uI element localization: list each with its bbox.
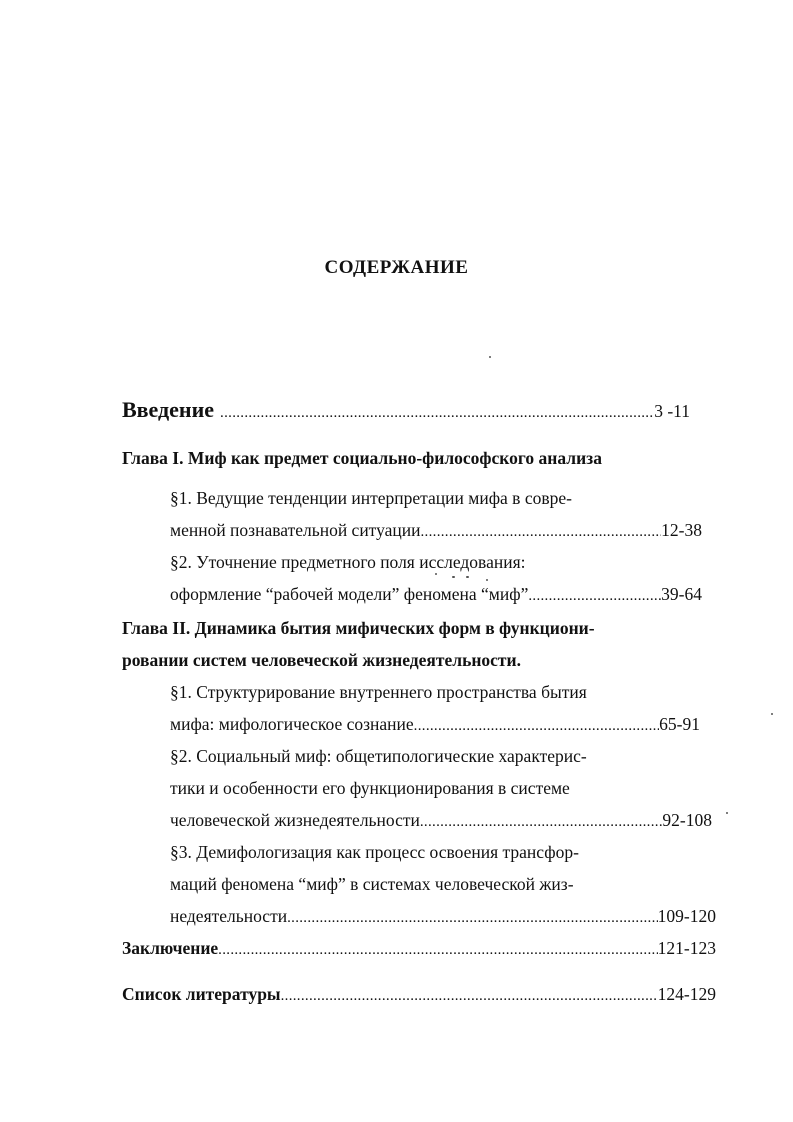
toc-entry-label: Введение [122, 397, 215, 422]
leader-dots [218, 939, 658, 961]
toc-entry-1-2-line1: §2. Уточнение предметного поля исследования: [170, 552, 526, 572]
toc-entry-2-2-line1: §2. Социальный миф: общетипологические характерис- [170, 746, 587, 766]
scan-speck [489, 356, 491, 358]
leader-dots [420, 811, 663, 833]
toc-entry-2-2 [170, 809, 712, 833]
toc-page-number: 124-129 [657, 984, 716, 1004]
toc-entry-label: менной познавательной ситуации [170, 520, 421, 540]
toc-entry-intro [122, 397, 690, 423]
leader-dots [528, 585, 661, 607]
toc-entry-label: мифа: мифологическое сознание [170, 714, 414, 734]
toc-entry-2-3-line1: §3. Демифологизация как процесс освоения трансфор- [170, 842, 579, 862]
toc-entry-label: человеческой жизнедеятельности [170, 810, 420, 830]
toc-entry-2-1 [170, 713, 700, 737]
chapter-2-heading-line2: ровании систем человеческой жизнедеятельности. [122, 650, 521, 670]
scan-speck [771, 713, 773, 715]
toc-entry-2-3-line2: маций феномена “миф” в системах человеческой жиз- [170, 874, 574, 894]
toc-entry-label: оформление “рабочей модели” феномена “миф” [170, 584, 529, 604]
leader-dots [220, 405, 654, 422]
toc-page-number: 92-108 [662, 810, 712, 830]
toc-entry-bibliography [122, 983, 716, 1007]
page-title: СОДЕРЖАНИЕ [324, 257, 469, 278]
toc-page-number: 109-120 [657, 906, 716, 926]
toc-entry-1-1-line1: §1. Ведущие тенденции интерпретации мифа в совре- [170, 488, 572, 508]
leader-dots [287, 907, 658, 929]
toc-entry-label: недеятельности [170, 906, 288, 926]
toc-page-number: 12-38 [661, 520, 702, 540]
scan-speck [435, 573, 437, 575]
chapter-1-heading: Глава I. Миф как предмет социально-философского анализа [122, 448, 602, 468]
toc-page-number: 39-64 [661, 584, 702, 604]
toc-page-number: 65-91 [659, 714, 700, 734]
toc-entry-2-2-line2: тики и особенности его функционирования в системе [170, 778, 570, 798]
toc-entry-1-2 [170, 583, 702, 607]
toc-entry-conclusion [122, 937, 716, 961]
toc-page-number: 121-123 [657, 938, 716, 958]
toc-entry-label: Заключение [122, 938, 219, 958]
leader-dots [421, 521, 662, 543]
scan-speck [466, 576, 469, 578]
leader-dots [281, 985, 658, 1007]
toc-entry-2-1-line1: §1. Структурирование внутреннего пространства бытия [170, 682, 587, 702]
chapter-2-heading-line1: Глава II. Динамика бытия мифических форм в функциони- [122, 618, 595, 638]
toc-entry-label: Список литературы [122, 984, 281, 1004]
toc-page-number: 3 -11 [654, 401, 690, 421]
scan-speck [726, 812, 728, 814]
scan-speck [452, 576, 455, 578]
leader-dots [414, 715, 660, 737]
toc-entry-1-1 [170, 519, 702, 543]
scan-speck [486, 579, 488, 581]
toc-entry-2-3 [170, 905, 716, 929]
